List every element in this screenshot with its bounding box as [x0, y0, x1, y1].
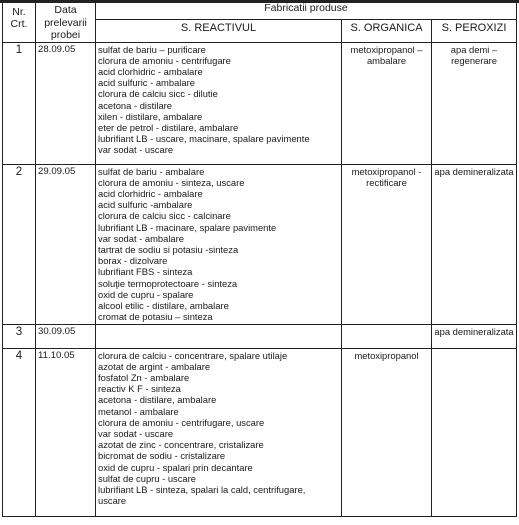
- row-peroxizi: apa demineralizata: [432, 324, 517, 348]
- header-organica: S. ORGANICA: [342, 20, 432, 42]
- list-item: acetona - distilare: [98, 99, 172, 111]
- list-item: metanol - ambalare: [98, 405, 179, 417]
- row-reactivul-list: [96, 42, 342, 164]
- row-organica: metoxipropanol – ambalare: [342, 42, 432, 164]
- row-organica: metoxipropanol: [342, 348, 432, 516]
- list-item: var sodat - uscare: [98, 427, 174, 439]
- list-item: sulfat de cupru - uscare: [98, 472, 196, 484]
- header-reactivul: S. REACTIVUL: [96, 20, 342, 42]
- row-peroxizi: apa demi – regenerare: [432, 42, 517, 164]
- list-item: acid clorhidric - ambalare: [98, 187, 203, 199]
- row-date: 11.10.05: [36, 348, 96, 516]
- row-organica: metoxipropanol - rectificare: [342, 164, 432, 324]
- list-item: reactiv K F - sinteza: [98, 383, 181, 395]
- list-item: oxid de cupru - spalari prin decantare: [98, 461, 253, 473]
- row-reactivul-list: [96, 348, 342, 516]
- list-item: tartrat de sodiu si potasiu -sinteza: [98, 243, 239, 255]
- list-item: acid clorhidric - ambalare: [98, 65, 203, 77]
- list-item: sulfat de bariu – purificare: [98, 43, 206, 55]
- list-item: clorura de calciu sicc - calcinare: [98, 210, 231, 222]
- list-item: sulfat de bariu - ambalare: [98, 165, 205, 177]
- header-peroxizi: S. PEROXIZI: [432, 20, 517, 42]
- row-nr: 4: [3, 348, 36, 516]
- list-item: lubrifiant LB - uscare, macinare, spalare pavimente: [98, 133, 310, 145]
- list-item: lubrifiant LB - macinare, spalare pavimente: [98, 221, 277, 233]
- list-item: clorura de amoniu - sinteza, uscare: [98, 176, 245, 188]
- row-peroxizi: apa demineralizata: [432, 164, 517, 324]
- header-nr: Nr. Crt.: [3, 3, 36, 43]
- list-item: var sodat - uscare: [98, 144, 174, 156]
- list-item: oxid de cupru - spalare: [98, 288, 194, 300]
- row-organica: [342, 324, 432, 348]
- list-item: acid sulfuric -ambalare: [98, 199, 193, 211]
- list-item: lubrifiant FBS - sinteza: [98, 266, 193, 278]
- row-nr: 3: [3, 324, 36, 348]
- list-item: clorura de calciu - concentrare, spalare utilaje: [98, 349, 288, 361]
- row-reactivul-list: [96, 164, 342, 324]
- list-item: alcool etilic - distilare, ambalare: [98, 299, 229, 311]
- fabricatii-table: [2, 2, 517, 517]
- list-item: fosfatol Zn - ambalare: [98, 371, 190, 383]
- row-nr: 1: [3, 42, 36, 164]
- row-date: 28.09.05: [36, 42, 96, 164]
- row-peroxizi: [432, 348, 517, 516]
- row-reactivul-list: [96, 324, 342, 348]
- list-item: bicromat de sodiu - cristalizare: [98, 450, 226, 462]
- row-date: 30.09.05: [36, 324, 96, 348]
- list-item: clorura de amoniu - centrifugare, uscare: [98, 416, 265, 428]
- list-item: uscare: [98, 495, 127, 507]
- table-row: [3, 348, 517, 516]
- list-item: borax - dizolvare: [98, 255, 168, 267]
- row-nr: 2: [3, 164, 36, 324]
- table-row: [3, 164, 517, 324]
- list-item: eter de petrol - distilare, ambalare: [98, 121, 239, 133]
- list-item: clorura de amoniu - centrifugare: [98, 54, 231, 66]
- list-item: azotat de argint - ambalare: [98, 360, 211, 372]
- list-item: lubrifiant LB - sinteza, spalari la cald, centrifugare,: [98, 483, 306, 495]
- list-item: xilen - distilare, ambalare: [98, 110, 203, 122]
- list-item: acetona - distilare, ambalare: [98, 394, 217, 406]
- row-date: 29.09.05: [36, 164, 96, 324]
- header-fabricatii: Fabricatii produse: [96, 3, 517, 20]
- header-data: Data prelevarii probei: [36, 3, 96, 43]
- list-item: acid sulfuric - ambalare: [98, 77, 195, 89]
- header-row-top: [3, 3, 517, 20]
- table-row: [3, 42, 517, 164]
- list-item: var sodat - ambalare: [98, 232, 184, 244]
- list-item: clorura de calciu sicc - dilutie: [98, 88, 218, 100]
- table-row: [3, 324, 517, 348]
- list-item: azotat de zinc - concentrare, cristalizare: [98, 439, 264, 451]
- list-item: cromat de potasiu – sinteza: [98, 311, 213, 323]
- list-item: soluţie termoprotectoare - sinteza: [98, 277, 238, 289]
